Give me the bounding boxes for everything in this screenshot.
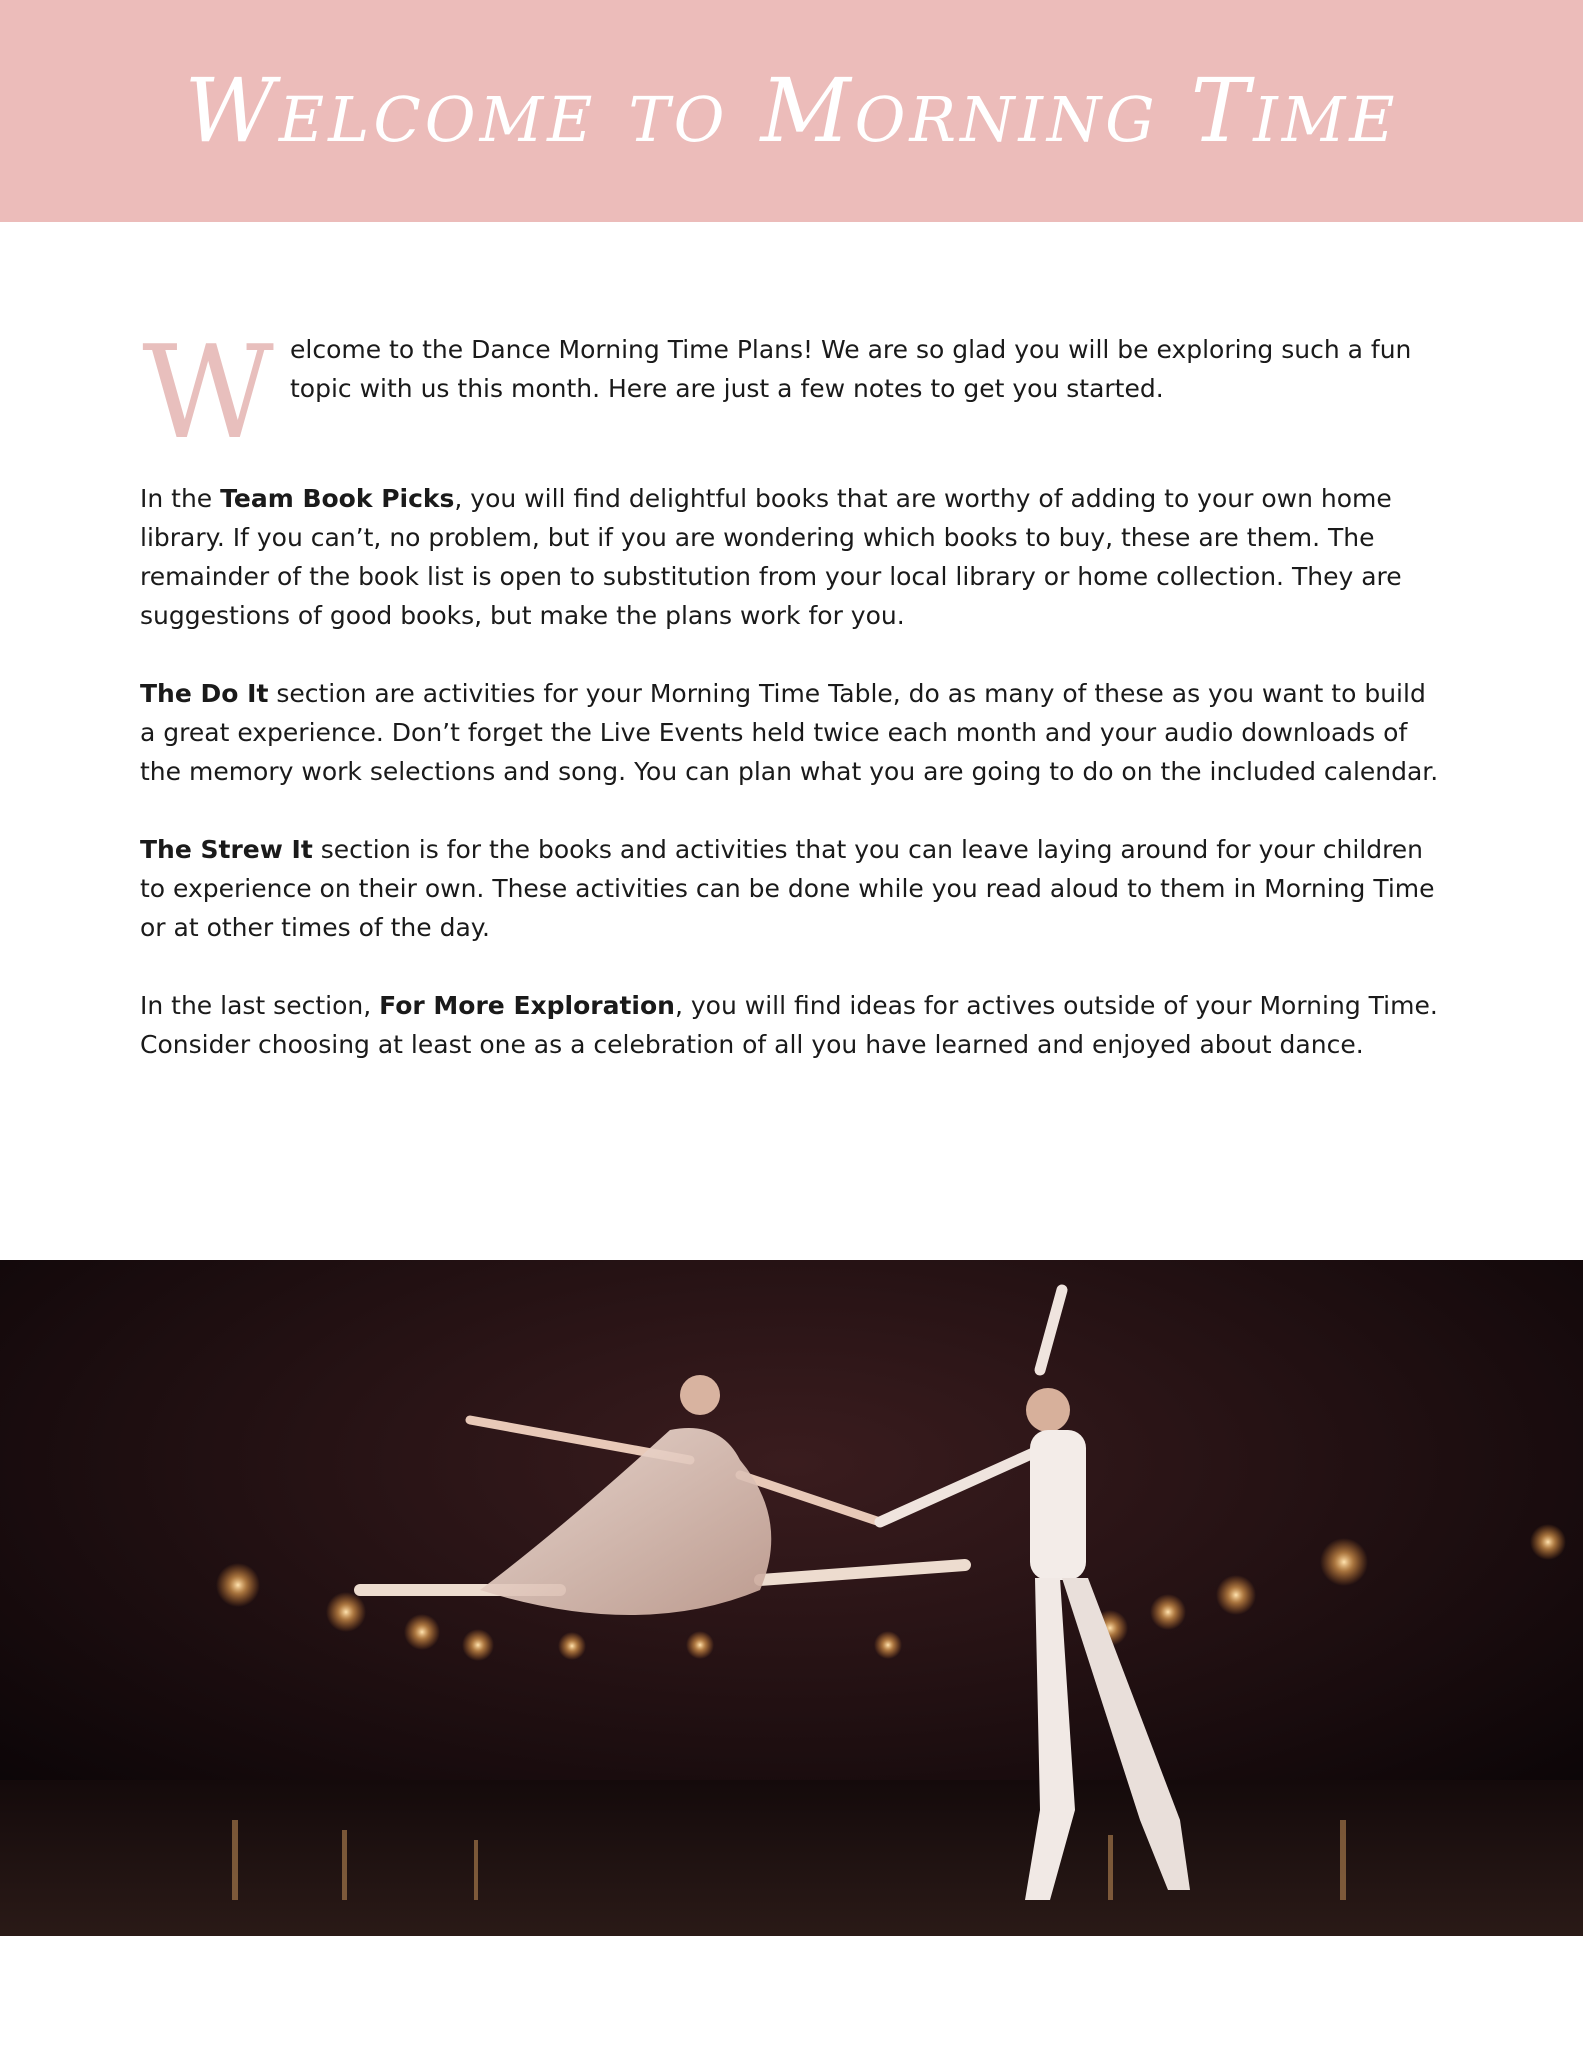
- intro-text: elcome to the Dance Morning Time Plans! We are so glad you will be exploring such a fun topic with us this month. Here are just a few notes to get you started.: [290, 335, 1412, 403]
- paragraph-lead: In the: [140, 484, 221, 513]
- paragraph-rest: , you will find ideas for actives outside of your Morning Time. Consider choosing at least one as a celebration of all you have learned and enjoyed about dance.: [140, 991, 1438, 1059]
- ballet-photo-illustration: [0, 1260, 1583, 1936]
- paragraph-bold: For More Exploration: [379, 991, 675, 1020]
- paragraph-rest: , you will find delightful books that are worthy of adding to your own home library. If you can’t, no problem, but if you are wondering which books to buy, these are them. The remainder of the book list is open to substitution from your local library or home collection. They are suggestions of good books, but make the plans work for you.: [140, 484, 1402, 630]
- drop-cap: W: [142, 319, 274, 468]
- paragraph-team-book-picks: [140, 479, 1440, 635]
- paragraph-more-exploration: [140, 986, 1440, 1064]
- paragraph-bold: The Strew It: [140, 835, 313, 864]
- paragraph-bold: Team Book Picks: [220, 484, 455, 513]
- paragraph-rest: section is for the books and activities that you can leave laying around for your children to experience on their own. These activities can be done while you read aloud to them in Morning Time or at other times of the day.: [140, 835, 1435, 942]
- page-title: Welcome to Morning Time: [184, 59, 1399, 162]
- ballet-dancers-photo: [0, 1260, 1583, 1936]
- paragraph-bold: The Do It: [140, 679, 269, 708]
- article-body: [140, 319, 1440, 1103]
- header-banner: [0, 0, 1583, 222]
- paragraph-do-it: [140, 674, 1440, 791]
- paragraph-rest: section are activities for your Morning Time Table, do as many of these as you want to build a great experience. Don’t forget the Live Events held twice each month and your audio downloads of the memory work selections and song. You can plan what you are going to do on the included calendar.: [140, 679, 1439, 786]
- intro-paragraph: [140, 319, 1440, 468]
- paragraph-strew-it: [140, 830, 1440, 947]
- paragraph-lead: In the last section,: [140, 991, 380, 1020]
